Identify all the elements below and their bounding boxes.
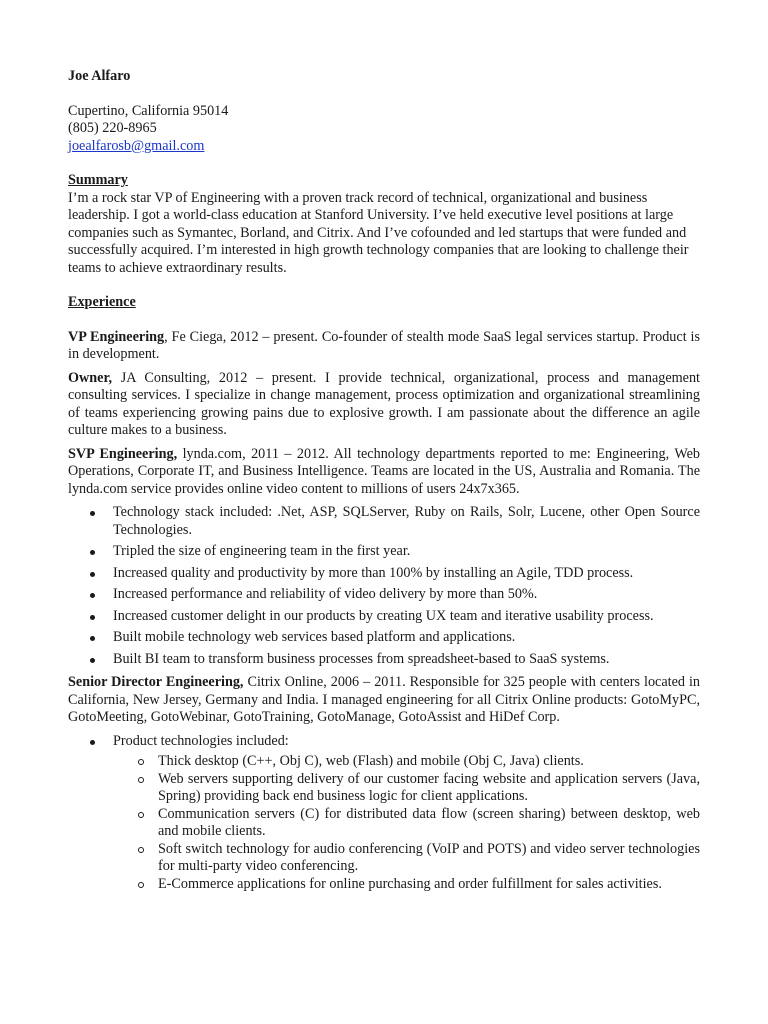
job-role: Owner, xyxy=(68,369,113,386)
job-entry xyxy=(68,370,700,440)
job-role: Senior Director Engineering, xyxy=(68,674,244,690)
bullet-icon xyxy=(90,615,95,620)
contact-block xyxy=(68,103,700,156)
list-item: Built BI team to transform business processes from spreadsheet-based to SaaS systems. xyxy=(68,651,700,669)
sub-list-item: Communication servers (C) for distributed data flow (screen sharing) between desktop, web and mobile clients. xyxy=(68,806,700,841)
resume-content xyxy=(68,68,700,897)
bullet-icon xyxy=(90,550,95,555)
candidate-name: Joe Alfaro xyxy=(68,68,131,84)
circle-bullet-icon xyxy=(138,777,144,783)
bullet-icon xyxy=(90,740,95,745)
circle-bullet-icon xyxy=(138,759,144,765)
phone: (805) 220-8965 xyxy=(68,120,157,136)
job-role: SVP Engineering, xyxy=(68,445,178,462)
job-entry xyxy=(68,446,700,499)
technology-list xyxy=(68,733,700,894)
sub-list-item: Soft switch technology for audio conferencing (VoIP and POTS) and video server technologies for multi-party video conferencing. xyxy=(68,841,700,876)
job-entry xyxy=(68,674,700,727)
list-item: Product technologies included: Thick desktop (C++, Obj C), web (Flash) and mobile (Obj C, Java) clients. Web servers supporting delivery of our customer facing website and application servers (Java, Spring) providing back end business logic for client applications. Communication servers (C) for distributed data flow (screen sharing) between desktop, web and mobile clients. Soft switch technology for audio conferencing (VoIP and POTS) and video server technologies for multi-party video conferencing. E-Commerce applications for online purchasing and order fulfillment for sales activities. xyxy=(68,733,700,894)
list-item: Increased customer delight in our products by creating UX team and iterative usability process. xyxy=(68,608,700,626)
bullet-icon xyxy=(90,658,95,663)
job-description: lynda.com, 2011 – 2012. All technology departments reported to me: Engineering, Web Operations, Corporate IT, and Business Intelligence. Teams are located in the US, Australia and Romania. The lynda.com service provides online video content to millions of users 24x7x365. xyxy=(68,445,700,497)
job-description: , Fe Ciega, 2012 – present. Co-founder of stealth mode SaaS legal services startup. Product is in development. xyxy=(68,328,700,362)
circle-bullet-icon xyxy=(138,812,144,818)
list-item: Technology stack included: .Net, ASP, SQLServer, Ruby on Rails, Solr, Lucene, other Open Source Technologies. xyxy=(68,504,700,539)
circle-bullet-icon xyxy=(138,847,144,853)
sub-list-item: Thick desktop (C++, Obj C), web (Flash) and mobile (Obj C, Java) clients. xyxy=(68,753,700,771)
technology-sublist xyxy=(68,753,700,893)
job-role: VP Engineering xyxy=(68,328,165,345)
bullet-icon xyxy=(90,636,95,641)
job-description: JA Consulting, 2012 – present. I provide technical, organizational, process and management consulting services. I specialize in change management, process optimization and organizational streamlining of teams experiencing growing pains due to explosive growth. I am passionate about the difference an agile culture makes to a business. xyxy=(68,369,700,438)
bullet-icon xyxy=(90,511,95,516)
summary-heading: Summary xyxy=(68,172,128,188)
achievement-list xyxy=(68,504,700,668)
sub-list-item: E-Commerce applications for online purchasing and order fulfillment for sales activities. xyxy=(68,876,700,894)
job-description: Citrix Online, 2006 – 2011. Responsible for 325 people with centers located in California, New Jersey, Germany and India. I managed engineering for all Citrix Online products: GotoMyPC, GotoMeeting, GotoWebinar, GotoTraining, GotoManage, GotoAssist and HiDef Corp. xyxy=(68,674,700,725)
bullet-icon xyxy=(90,593,95,598)
sub-list-item: Web servers supporting delivery of our customer facing website and application servers (Java, Spring) providing back end business logic for client applications. xyxy=(68,771,700,806)
email-link[interactable]: joealfarosb@gmail.com xyxy=(68,137,205,154)
list-item: Tripled the size of engineering team in the first year. xyxy=(68,543,700,561)
list-item: Increased performance and reliability of video delivery by more than 50%. xyxy=(68,586,700,604)
job-entry xyxy=(68,329,700,364)
experience-heading: Experience xyxy=(68,294,136,310)
summary-text: I’m a rock star VP of Engineering with a proven track record of technical, organizational and business leadership. I got a world-class education at Stanford University. I’ve held executive level positions at large companies such as Symantec, Borland, and Citrix. And I’ve cofounded and led startups that were funded and successfully acquired. I’m interested in high growth technology companies that are looking to challenge their teams to achieve extraordinary results. xyxy=(68,189,689,276)
bullet-icon xyxy=(90,572,95,577)
list-item: Increased quality and productivity by more than 100% by installing an Agile, TDD process. xyxy=(68,565,700,583)
circle-bullet-icon xyxy=(138,882,144,888)
list-item: Built mobile technology web services based platform and applications. xyxy=(68,629,700,647)
address: Cupertino, California 95014 xyxy=(68,102,229,119)
